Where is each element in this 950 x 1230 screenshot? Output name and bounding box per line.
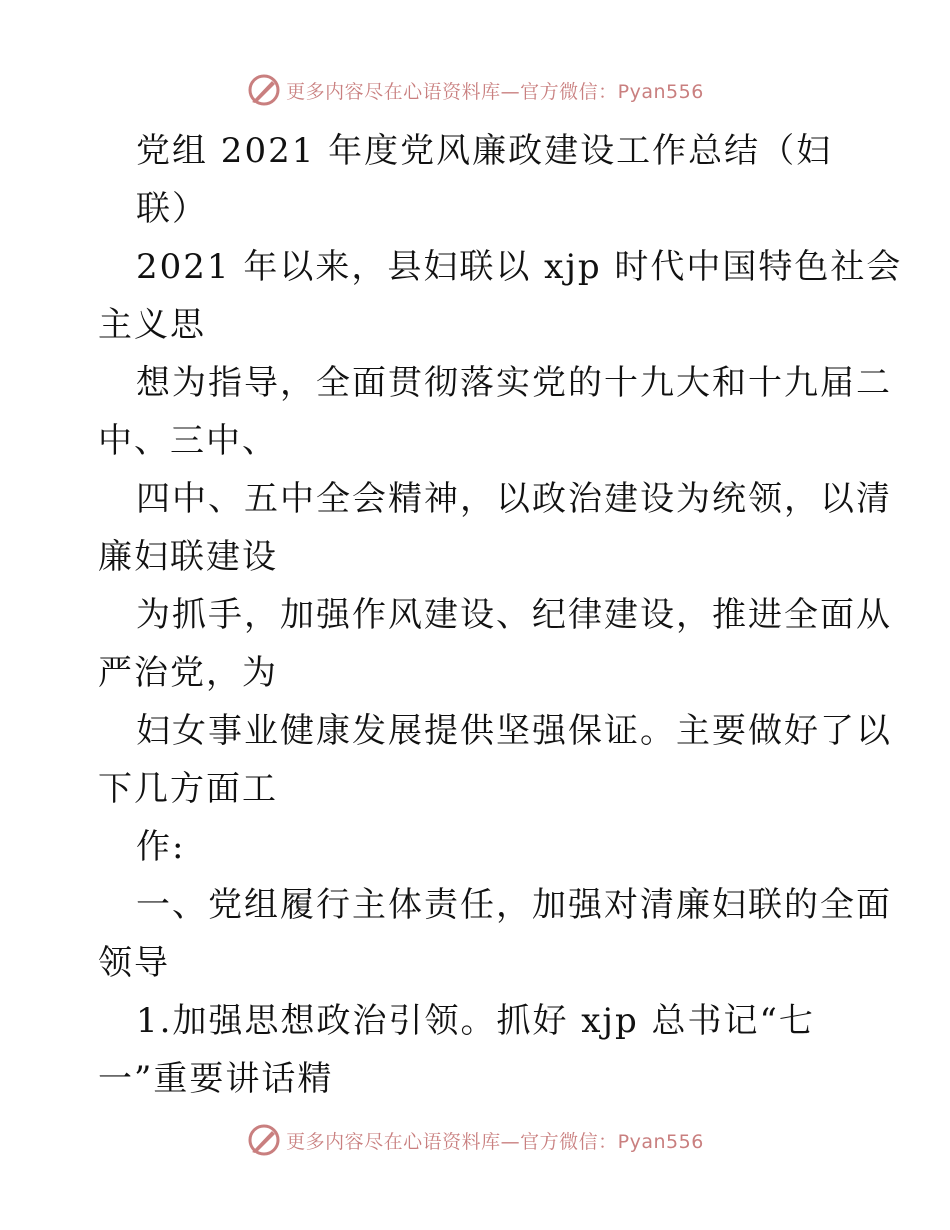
doc-paragraph-line: 一”重要讲话精 <box>98 1059 334 1099</box>
doc-section-heading: 领导 <box>98 943 170 983</box>
header-watermark <box>0 70 950 110</box>
doc-paragraph-line: 为抓手，加强作风建设、纪律建设，推进全面从 <box>136 595 892 635</box>
doc-paragraph-line: 1.加强思想政治引领。抓好 xjp 总书记“七 <box>136 1001 815 1041</box>
doc-title-line-1: 党组 2021 年度党风廉政建设工作总结（妇 <box>136 131 833 171</box>
document-body <box>98 122 903 1108</box>
doc-paragraph-line: 四中、五中全会精神，以政治建设为统领，以清 <box>136 479 892 519</box>
footer-watermark <box>0 1120 950 1160</box>
quill-pen-logo-icon <box>246 72 282 108</box>
doc-paragraph-line: 下几方面工 <box>98 769 278 809</box>
footer-brand-text: 更多内容尽在心语资料库—官方微信：Pyan556 <box>286 1130 704 1153</box>
header-brand-text: 更多内容尽在心语资料库—官方微信：Pyan556 <box>286 80 704 103</box>
doc-section-heading: 一、党组履行主体责任，加强对清廉妇联的全面 <box>136 885 892 925</box>
doc-paragraph-line: 想为指导，全面贯彻落实党的十九大和十九届二 <box>136 363 892 403</box>
doc-title-line-2: 联） <box>136 189 208 229</box>
quill-pen-logo-icon <box>246 1122 282 1158</box>
doc-paragraph-line: 主义思 <box>98 305 206 345</box>
doc-paragraph-line: 严治党，为 <box>98 653 278 693</box>
doc-paragraph-line: 2021 年以来，县妇联以 xjp 时代中国特色社会 <box>136 247 903 287</box>
doc-paragraph-line: 廉妇联建设 <box>98 537 278 577</box>
doc-paragraph-line: 作: <box>136 827 186 867</box>
doc-paragraph-line: 妇女事业健康发展提供坚强保证。主要做好了以 <box>136 711 892 751</box>
doc-paragraph-line: 中、三中、 <box>98 421 278 461</box>
